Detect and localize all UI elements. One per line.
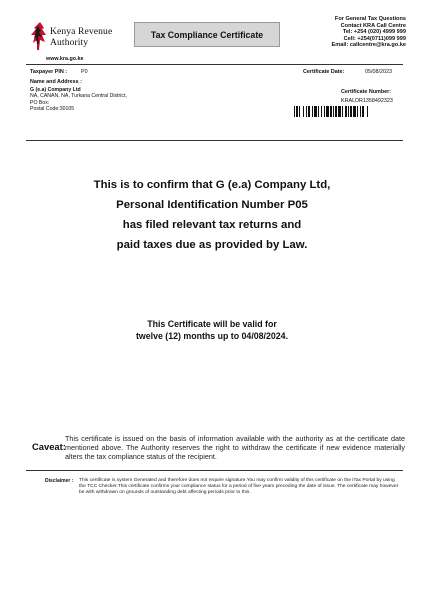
certificate-number-value: KRALDR1358492323: [341, 98, 393, 104]
address-postal-code: Postal Code:30105: [30, 106, 75, 113]
pin-value: P0: [81, 69, 88, 75]
certificate-number-label: Certificate Number:: [341, 89, 392, 95]
org-name-line1: Kenya Revenue: [50, 26, 113, 37]
validity-line: twelve (12) months up to 04/08/2024.: [135, 331, 289, 341]
pin-label: Taxpayer PIN :: [30, 69, 68, 75]
certificate-title: Tax Compliance Certificate: [134, 22, 280, 47]
divider: [26, 64, 403, 65]
confirmation-statement: [0, 175, 424, 255]
contact-phone: Tel: +254 (020) 4999 999: [342, 29, 406, 36]
caveat-label: Caveat:: [32, 441, 66, 452]
confirmation-line: has filed relevant tax returns and: [122, 219, 302, 231]
kra-emblem-icon: [30, 20, 50, 54]
certificate-date-label: Certificate Date:: [303, 69, 345, 75]
certificate-date-value: 05/08/2023: [365, 69, 392, 75]
confirmation-line: This is to confirm that G (e.a) Company Ltd,: [93, 179, 331, 191]
address-line: NA, CANAN, NA, Turkana Central District,: [30, 93, 127, 100]
contact-line: Contact KRA Call Centre: [340, 22, 406, 29]
barcode-image: [294, 106, 398, 117]
website-link[interactable]: www.kra.go.ke: [46, 56, 84, 62]
validity-statement: [0, 318, 424, 342]
kra-logo: [30, 20, 130, 60]
contact-email[interactable]: Email: callcentre@kra.go.ke: [331, 42, 406, 49]
caveat-text: This certificate is issued on the basis of information available with the authority as at the certificate date mentioned above. The Authority reserves the right to withdraw the certificate if new evidence materially alters the tax compliance status of the recipient.: [65, 434, 405, 461]
confirmation-line: Personal Identification Number P05: [116, 199, 308, 211]
disclaimer-text: This certificate is system Generated and therefore does not require signature.You may confirm validity of this certificate on the iTax Portal by using the TCC Checker.This certificate confirms your compliance status for a period of five years preceding the date of issue. The certificate may however be with withdrawn on grounds of outstanding debt affecting periods prior to this.: [79, 478, 399, 496]
validity-line: This Certificate will be valid for: [147, 319, 277, 329]
divider: [26, 140, 403, 141]
company-name: G (e.a) Company Ltd: [30, 87, 81, 93]
disclaimer-label: Disclaimer :: [45, 478, 74, 484]
org-name-line2: Authority: [50, 37, 89, 48]
contact-line: For General Tax Questions: [334, 16, 406, 22]
contact-cell: Cell: +254(0711)099 999: [343, 35, 406, 42]
divider: [26, 470, 403, 471]
contact-block: [276, 16, 406, 49]
name-address-label: Name and Address :: [30, 79, 82, 85]
confirmation-line: paid taxes due as provided by Law.: [116, 239, 308, 251]
taxpayer-address: [30, 87, 127, 113]
address-po-box: PO Box:: [30, 99, 50, 106]
